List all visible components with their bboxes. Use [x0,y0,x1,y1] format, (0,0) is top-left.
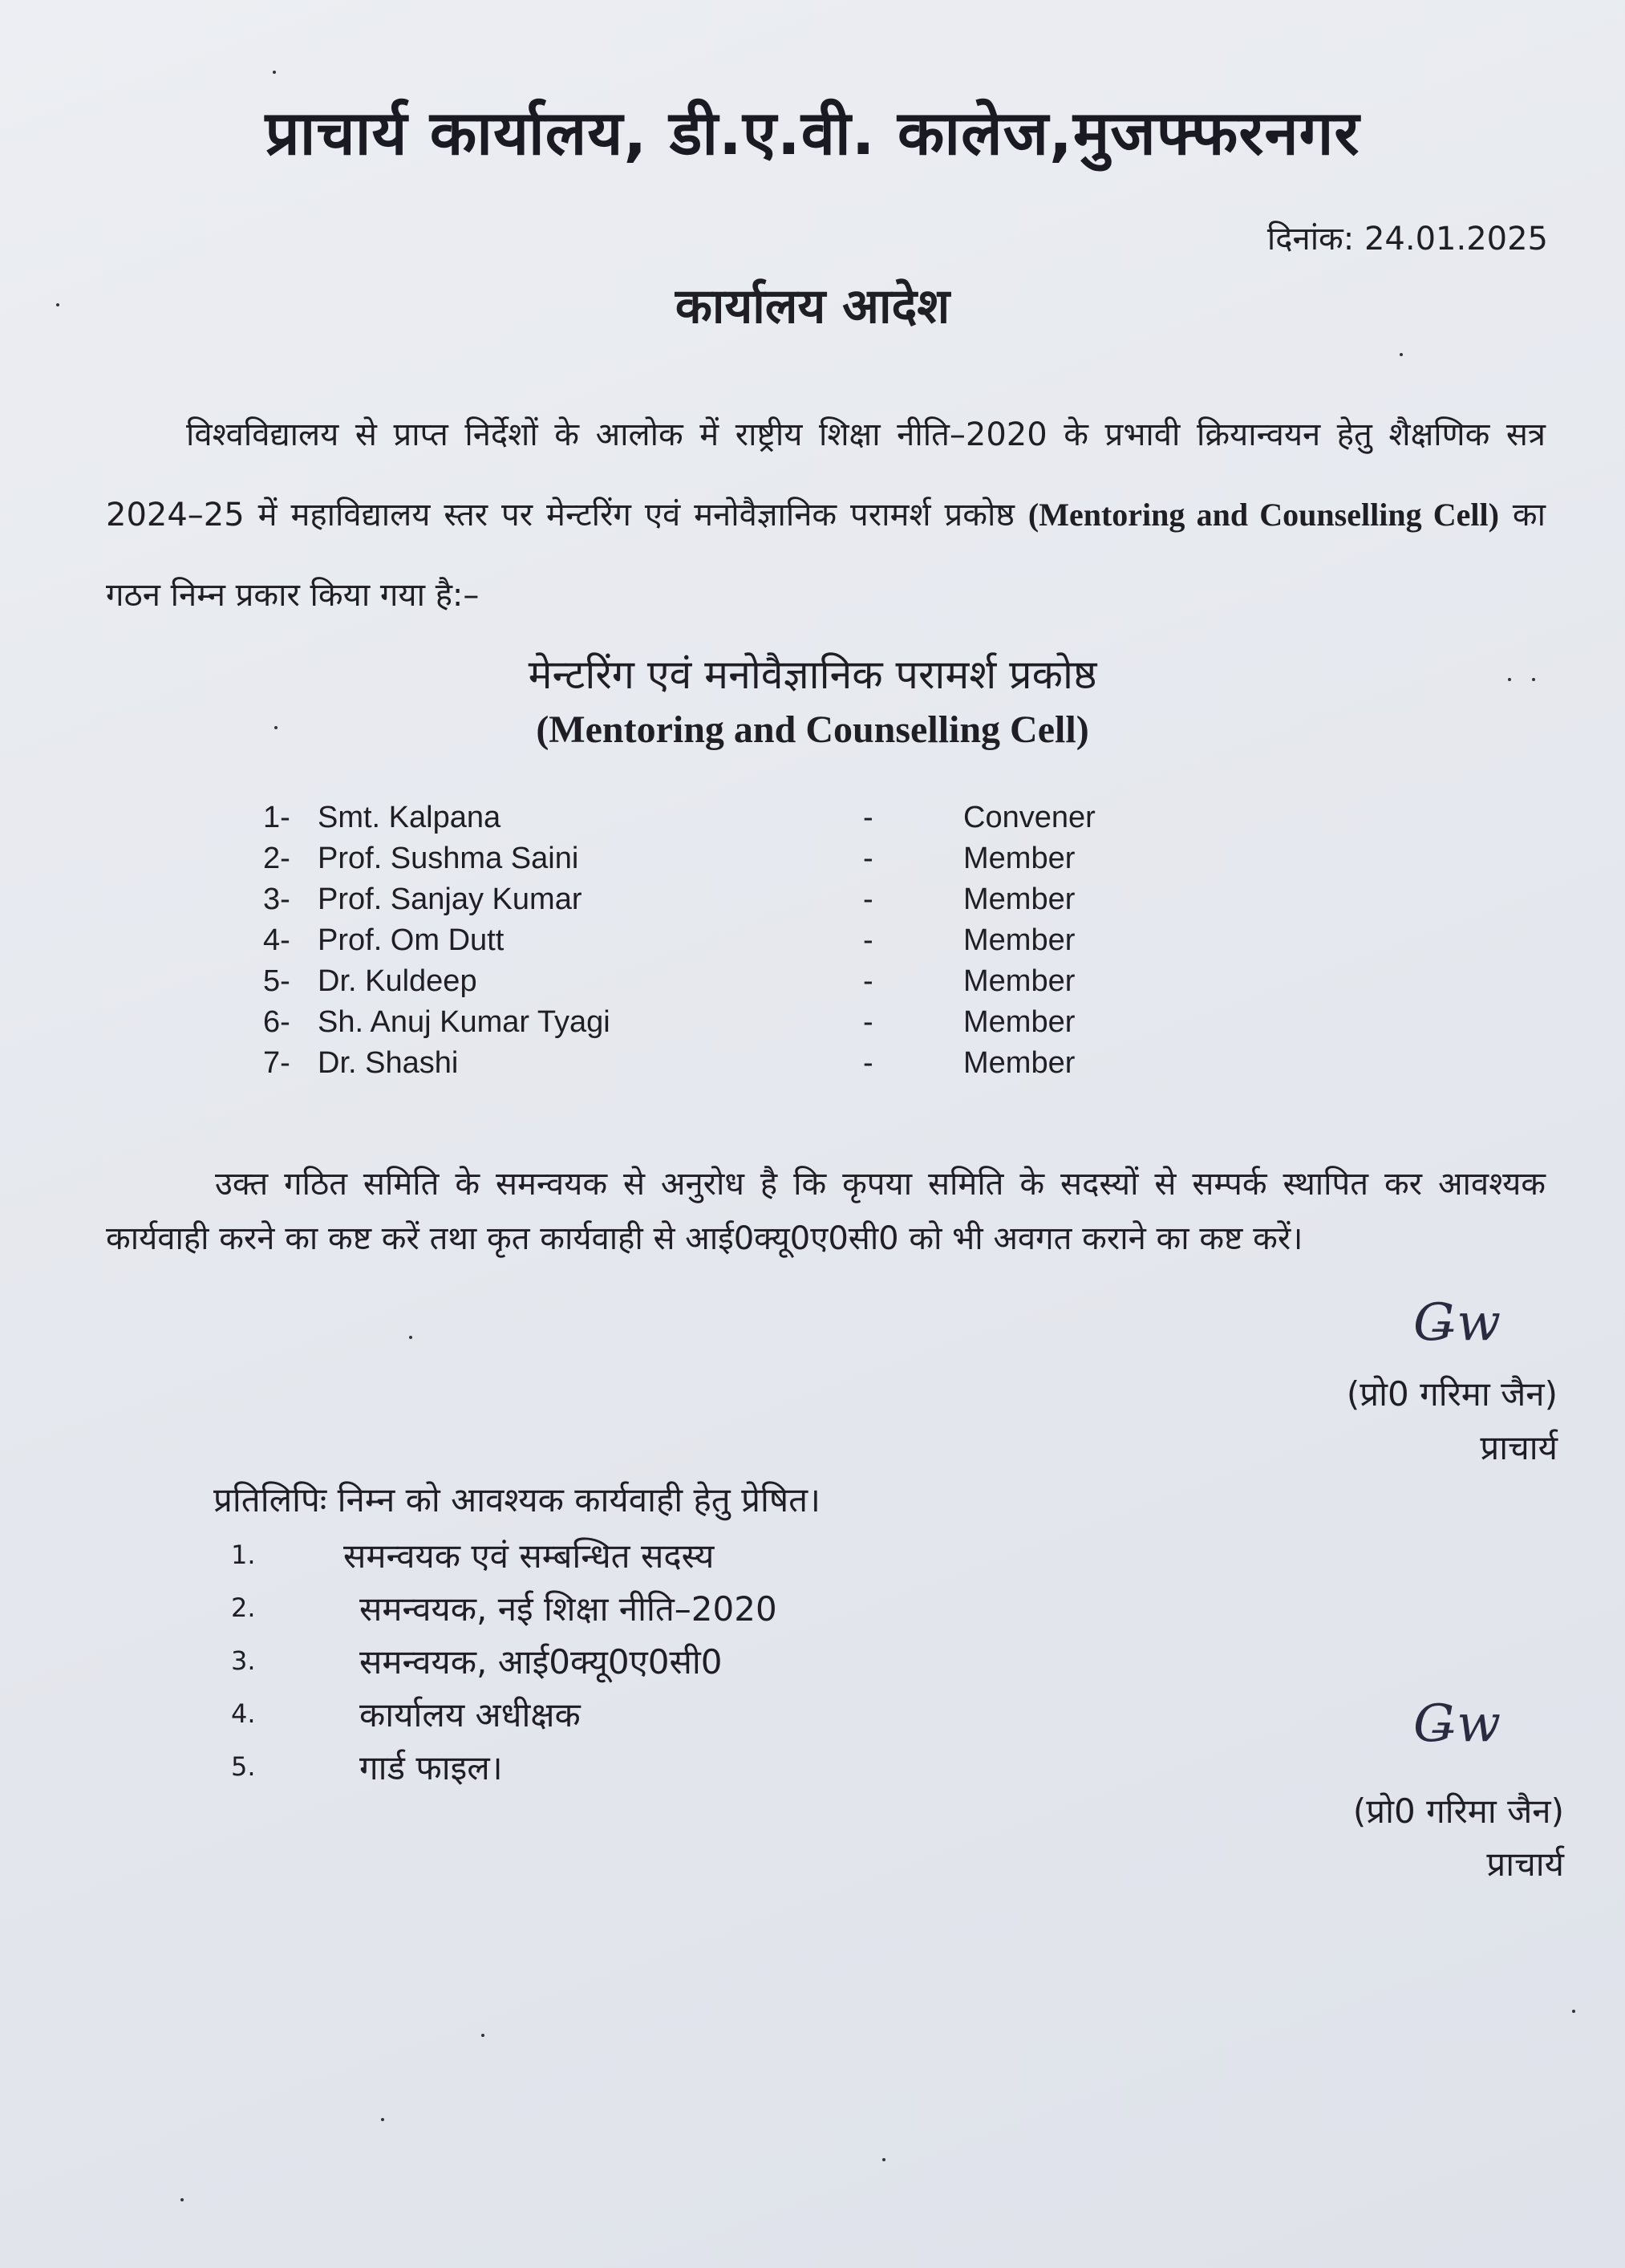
member-number: 6- [263,1005,290,1039]
copy-item-number: 3. [231,1645,256,1676]
copy-item-number: 4. [231,1698,256,1729]
intro-text-1: विश्वविद्यालय से प्राप्त निर्देशों के आलोक में राष्ट्रीय शिक्षा नीति–2020 के प्रभावी क्रियान्वयन हेतु शैक्षणिक सत्र 2024–25 में महाविद्यालय स्तर पर मेन्टरिंग एवं मनोवैज्ञानिक परामर्श प्रकोष्ठ [106,416,1546,534]
cell-title-hindi: मेन्टरिंग एवं मनोवैज्ञानिक परामर्श प्रकोष्ठ [528,651,1097,698]
member-dash: - [863,1046,873,1080]
copy-item-text: समन्वयक एवं सम्बन्धित सदस्य [343,1536,715,1576]
copy-item [231,1528,777,1581]
copy-list [231,1528,777,1793]
copy-item [231,1740,777,1793]
paper-speck [274,726,278,729]
paper-speck [481,2034,484,2037]
request-text: उक्त गठित समिति के समन्वयक से अनुरोध है कि कृपया समिति के सदस्यों से सम्पर्क स्थापित कर आवश्यक कार्यवाही करने का कष्ट करें तथा कृत कार्यवाही से आई0क्यू0ए0सी0 को भी अवगत कराने का कष्ट करें। [106,1166,1546,1257]
paper-speck [273,71,276,74]
intro-text-2: का गठन निम्न प्रकार किया गया है:– [106,497,1546,614]
copy-item-text: समन्वयक, आई0क्यू0ए0सी0 [359,1641,723,1682]
signatory-name: (प्रो0 गरिमा जैन) [1346,1374,1558,1414]
paper-speck [1400,353,1403,356]
copy-item-number: 2. [231,1592,256,1623]
office-heading: प्राचार्य कार्यालय, डी.ए.वी. कालेज,मुजफ्फरनगर [265,97,1360,168]
member-number: 4- [263,923,290,957]
copy-item [231,1634,777,1687]
copy-item-number: 5. [231,1751,256,1782]
member-number: 5- [263,964,290,998]
member-dash: - [863,923,873,957]
cell-title-english: (Mentoring and Counselling Cell) [536,708,1089,751]
member-name: Prof. Sanjay Kumar [318,882,582,916]
copy-item-text: समन्वयक, नई शिक्षा नीति–2020 [359,1588,777,1629]
member-role: Member [963,923,1076,957]
paper-speck [180,2198,184,2201]
member-row [263,961,1096,1002]
signature-mark: Ǥw [1413,1293,1501,1353]
member-row [263,838,1096,879]
member-role: Member [963,1005,1076,1039]
member-row [263,1002,1096,1043]
member-name: Dr. Kuldeep [318,964,477,998]
member-row [263,879,1096,920]
copy-item [231,1687,777,1740]
member-dash: - [863,801,873,834]
intro-paragraph [106,395,1546,635]
signatory-title: प्राचार्य [1480,1428,1558,1467]
paper-speck [1532,678,1535,681]
member-name: Smt. Kalpana [318,801,501,834]
paper-speck [409,1336,412,1339]
signature-mark: Ǥw [1413,1694,1501,1754]
intro-cell-name-en: (Mentoring and Counselling Cell) [1027,497,1499,533]
signatory-name-2: (प्रो0 गरिमा जैन) [1352,1791,1564,1831]
member-row [263,1043,1096,1084]
paper-speck [882,2158,885,2161]
member-dash: - [863,842,873,875]
member-name: Prof. Om Dutt [318,923,505,957]
member-role: Member [963,1046,1076,1080]
copy-item-text: कार्यालय अधीक्षक [359,1694,581,1734]
member-dash: - [863,964,873,998]
member-role: Convener [963,801,1096,834]
copy-item-text: गार्ड फाइल। [359,1747,503,1787]
request-paragraph [106,1157,1546,1266]
member-dash: - [863,1005,873,1039]
member-row [263,797,1096,838]
member-dash: - [863,882,873,916]
copy-item-number: 1. [231,1540,256,1570]
copy-item [231,1581,777,1634]
office-order-title: कार्यालय आदेश [675,278,950,335]
copy-heading: प्रतिलिपिः निम्न को आवश्यक कार्यवाही हेतु प्रेषित। [213,1480,821,1519]
member-number: 1- [263,801,290,834]
paper-speck [1508,678,1511,681]
member-number: 3- [263,882,290,916]
member-name: Sh. Anuj Kumar Tyagi [318,1005,610,1039]
member-role: Member [963,964,1076,998]
member-name: Dr. Shashi [318,1046,459,1080]
member-role: Member [963,882,1076,916]
member-row [263,920,1096,961]
member-role: Member [963,842,1076,875]
members-table [263,797,1096,1084]
date-line: दिनांक: 24.01.2025 [1266,221,1548,258]
member-number: 7- [263,1046,290,1080]
paper-speck [1572,2010,1575,2013]
paper-speck [56,303,59,306]
member-number: 2- [263,842,290,875]
signatory-title-2: प्राचार्य [1486,1844,1564,1884]
paper-speck [381,2118,384,2121]
member-name: Prof. Sushma Saini [318,842,579,875]
